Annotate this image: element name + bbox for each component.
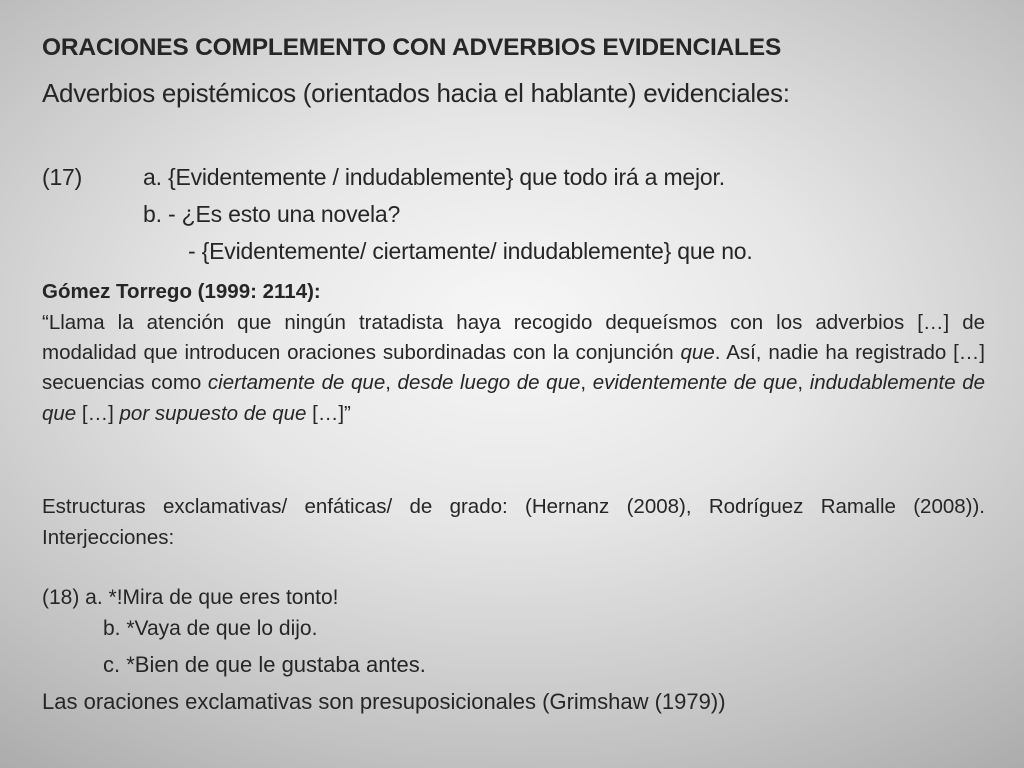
example-17-b: b. - ¿Es esto una novela? <box>143 201 401 227</box>
slide-title: ORACIONES COMPLEMENTO CON ADVERBIOS EVIDENCIALES <box>42 34 782 61</box>
quote-term-evidentemente: evidentemente de que <box>592 371 798 395</box>
quote-separator: , <box>797 371 810 395</box>
slide-subtitle: Adverbios epistémicos (orientados hacia el hablante) evidenciales: <box>42 78 790 108</box>
example-17-b-reply: - {Evidentemente/ ciertamente/ indudablemente} que no. <box>188 238 753 264</box>
quote-text-close: […]” <box>306 401 351 425</box>
quote-term-que: que <box>680 341 715 365</box>
citation-heading: Gómez Torrego (1999: 2114): <box>42 280 321 303</box>
quote-separator: , <box>580 371 593 395</box>
citation-quote <box>42 308 985 429</box>
example-17-a: a. {Evidentemente / indudablemente} que todo irá a mejor. <box>143 164 725 190</box>
quote-term-ciertamente: ciertamente de que <box>207 371 386 395</box>
quote-term-indudablemente: indudablemente de que <box>42 371 985 425</box>
quote-term-por-supuesto: por supuesto de que <box>119 401 307 425</box>
example-18-a: (18) a. *!Mira de que eres tonto! <box>42 586 339 609</box>
example-17-number: (17) <box>42 164 83 190</box>
quote-separator: […] <box>76 401 120 425</box>
example-18-c: c. *Bien de que le gustaba antes. <box>103 652 426 677</box>
quote-term-desde-luego: desde luego de que <box>397 371 581 395</box>
conclusion-line: Las oraciones exclamativas son presuposicionales (Grimshaw (1979)) <box>42 689 726 714</box>
quote-text-mid: . Así, nadie ha registrado […] secuencias como <box>42 341 986 395</box>
quote-text-open: “Llama la atención que ningún tratadista haya recogido dequeísmos con los adverbios […] de modalidad que introducen oraciones subordinadas con la conjunción <box>42 311 985 365</box>
quote-separator: , <box>385 371 398 395</box>
structures-paragraph: Estructuras exclamativas/ enfáticas/ de grado: (Hernanz (2008), Rodríguez Ramalle (2008)). Interjecciones: <box>42 495 985 549</box>
example-18-b: b. *Vaya de que lo dijo. <box>103 617 318 640</box>
